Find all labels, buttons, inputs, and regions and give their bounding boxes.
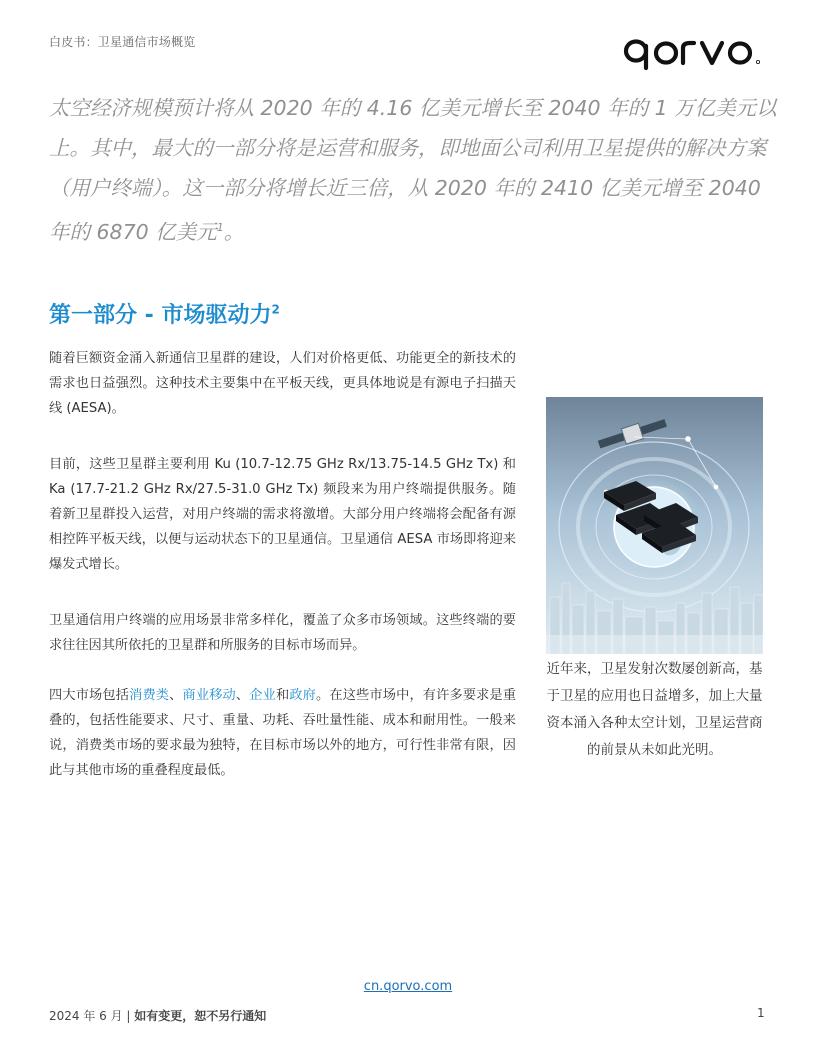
document-header-label: 白皮书：卫星通信市场概览 [49, 35, 196, 49]
body-paragraph-2: 目前，这些卫星群主要利用 Ku (10.7-12.75 GHz Rx/13.75-14.5 GHz Tx) 和 Ka (17.7-21.2 GHz Rx/27.5-31.0 GHz Tx) 频段来为用户终端提供服务。随着新卫星群投入运营，对用户终端的需求将激增。大部分用户终端将会配备有源相控阵平板天线，以便与运动状态下的卫星通信。卫星通信 AESA 市场即将迎来爆发式增长。 [49, 457, 516, 572]
website-link[interactable]: cn.qorvo.com [363, 979, 453, 994]
body-paragraph-1: 随着巨额资金涌入新通信卫星群的建设，人们对价格更低、功能更全的新技术的需求也日益强烈。这种技术主要集中在平板天线，更具体地说是有源电子扫描天线 (AESA)。 [49, 351, 516, 416]
intro-summary: 太空经济规模预计将从 2020 年的 4.16 亿美元增长至 2040 年的 1 万亿美元以上。其中，最大的一部分将是运营和服务，即地面公司利用卫星提供的解决方案（用户终端）。这一部分将增长近三倍，从 2020 年的 2410 亿美元增至 2040 年的 6870 亿美元$^1$。 [49, 96, 777, 244]
page-number: 1 [757, 1006, 765, 1020]
market-commercial-mobile: 商业移动 [182, 688, 236, 703]
section-title: 第一部分 - 市场驱动力$^2$ [49, 302, 280, 328]
footnote-marker: 1 [216, 221, 224, 234]
footnote-marker: 2 [271, 302, 280, 317]
footer-date-notice: 2024 年 6 月 | 如有变更，恕不另行通知 [49, 1009, 267, 1023]
market-enterprise: 企业 [249, 688, 276, 703]
body-paragraph-3: 卫星通信用户终端的应用场景非常多样化，覆盖了众多市场领域。这些终端的要求往往因其所依托的卫星群和所服务的目标市场而异。 [49, 613, 516, 653]
market-consumer: 消费类 [129, 688, 170, 703]
body-paragraph-4: 四大市场包括消费类、商业移动、企业和政府。在这些市场中，有许多要求是重叠的，包括性能要求、尺寸、重量、功耗、吞吐量性能、成本和耐用性。一般来说，消费类市场的要求最为独特，在目标市场以外的地方，可行性非常有限，因此与其他市场的重叠程度最低。 [49, 688, 517, 778]
market-government: 政府 [289, 688, 317, 703]
qorvo-logo [622, 34, 764, 72]
figure-caption: 近年来，卫星发射次数屡创新高，基于卫星的应用也日益增多，加上大量资本涌入各种太空计划，卫星运营商的前景从未如此光明。 [546, 661, 763, 758]
satellite-illustration [546, 397, 763, 654]
